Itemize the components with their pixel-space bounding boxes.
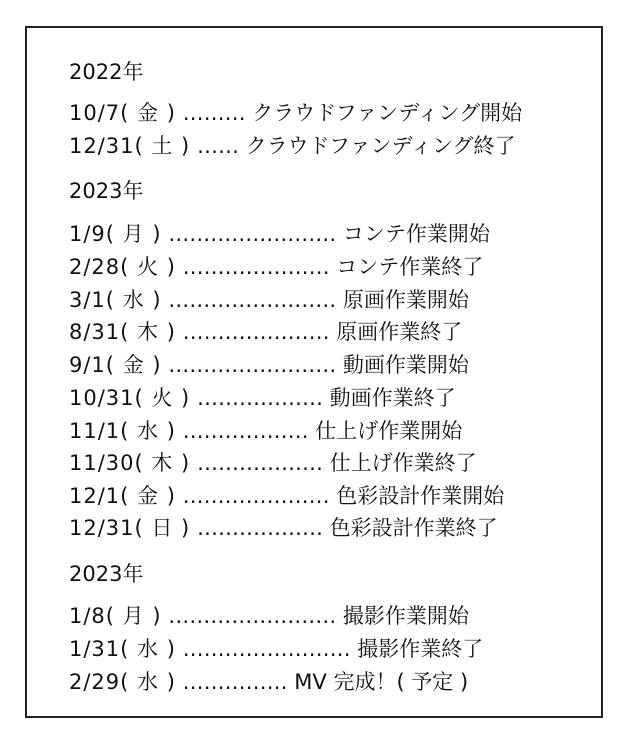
row-dots: ……… (182, 101, 246, 125)
schedule-row (69, 222, 490, 246)
schedule-row (69, 670, 468, 694)
schedule-row (69, 101, 522, 125)
row-event: 原画作業終了 (336, 320, 463, 344)
schedule-row (69, 320, 462, 344)
row-date: 12/31( 日 ) (69, 516, 191, 540)
year-heading: 2022年 (69, 60, 144, 84)
row-date: 9/1( 金 ) (69, 353, 162, 377)
row-event: 色彩設計作業終了 (329, 516, 498, 540)
schedule-row (69, 637, 483, 661)
row-dots: ………………… (182, 320, 330, 344)
row-date: 10/7( 金 ) (69, 101, 176, 125)
row-dots: …………………… (168, 353, 337, 377)
row-date: 1/8( 月 ) (69, 604, 162, 628)
row-date: 11/30( 木 ) (69, 451, 191, 475)
schedule-row (69, 386, 456, 410)
row-date: 3/1( 水 ) (69, 288, 162, 312)
row-date: 8/31( 木 ) (69, 320, 176, 344)
row-dots: …………… (182, 670, 288, 694)
row-dots: …………………… (168, 288, 337, 312)
row-date: 12/1( 金 ) (69, 484, 176, 508)
row-dots: …………………… (182, 637, 351, 661)
row-event: 色彩設計作業開始 (336, 484, 505, 508)
row-date: 2/29( 水 ) (69, 670, 176, 694)
schedule-row (69, 484, 504, 508)
row-event: コンテ作業終了 (336, 255, 484, 279)
schedule-row (69, 353, 469, 377)
row-dots: ………………… (182, 255, 330, 279)
row-date: 1/9( 月 ) (69, 222, 162, 246)
row-date: 1/31( 水 ) (69, 637, 176, 661)
row-dots: ……………… (196, 451, 323, 475)
row-event: クラウドファンディング開始 (252, 101, 523, 125)
row-event: 撮影作業開始 (342, 604, 469, 628)
schedule-row (69, 419, 462, 443)
row-date: 2/28( 火 ) (69, 255, 176, 279)
row-event: コンテ作業開始 (342, 222, 490, 246)
row-event: クラウドファンディング終了 (245, 134, 516, 158)
row-dots: ……………… (196, 386, 323, 410)
schedule-row (69, 604, 469, 628)
row-dots: ……………… (182, 419, 309, 443)
year-heading: 2023年 (69, 179, 144, 203)
row-event: 動画作業終了 (329, 386, 456, 410)
schedule-row (69, 288, 469, 312)
year-heading: 2023年 (69, 562, 144, 586)
row-event: MV 完成！( 予定 ) (294, 670, 469, 694)
schedule-row (69, 451, 477, 475)
schedule-row (69, 255, 483, 279)
row-event: 撮影作業終了 (357, 637, 484, 661)
row-event: 原画作業開始 (342, 288, 469, 312)
schedule-row (69, 516, 498, 540)
row-date: 12/31( 土 ) (69, 134, 191, 158)
row-dots: ………………… (182, 484, 330, 508)
row-event: 動画作業開始 (342, 353, 469, 377)
schedule-row (69, 134, 516, 158)
row-date: 11/1( 水 ) (69, 419, 176, 443)
row-date: 10/31( 火 ) (69, 386, 191, 410)
row-dots: …… (196, 134, 239, 158)
row-event: 仕上げ作業開始 (315, 419, 463, 443)
row-dots: ……………… (196, 516, 323, 540)
row-event: 仕上げ作業終了 (329, 451, 477, 475)
row-dots: …………………… (168, 222, 337, 246)
row-dots: …………………… (168, 604, 337, 628)
